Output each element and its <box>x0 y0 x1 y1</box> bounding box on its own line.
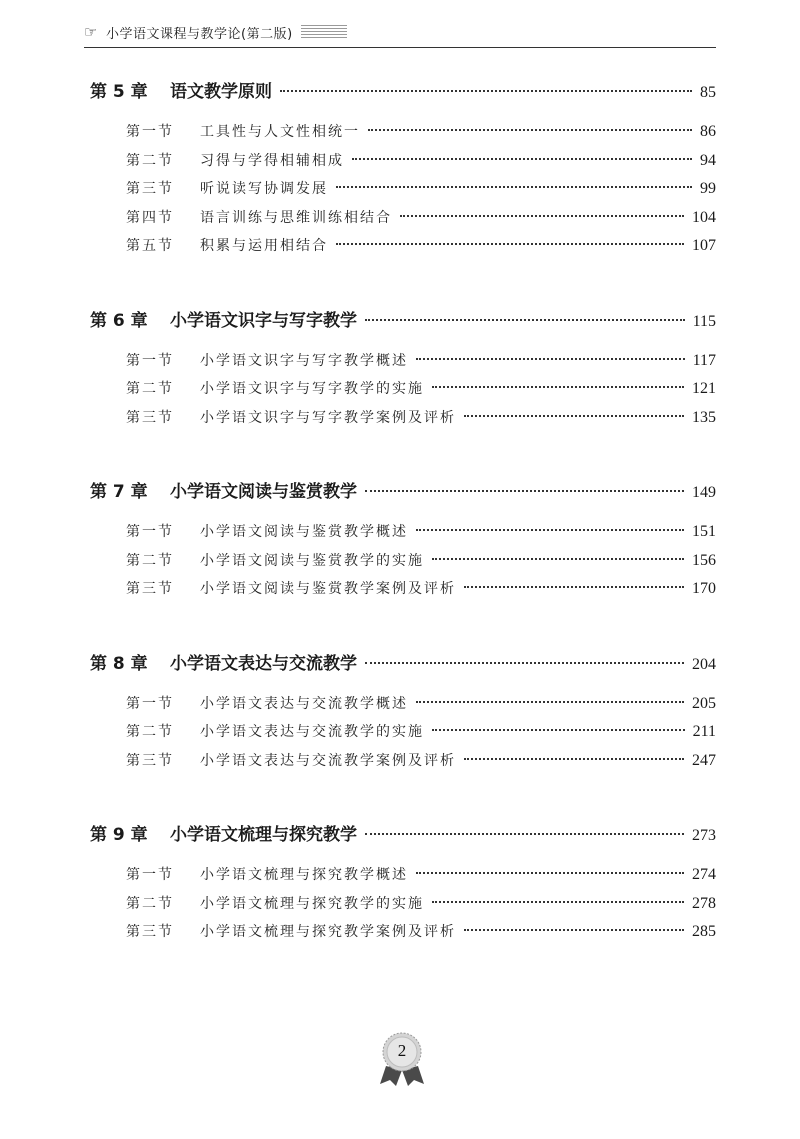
section-entry[interactable] <box>90 750 716 779</box>
section-page-number: 278 <box>692 894 716 912</box>
section-title: 听说读写协调发展 <box>200 181 328 197</box>
section-entry[interactable] <box>90 550 716 579</box>
section-number: 第三节 <box>126 181 174 197</box>
section-list <box>90 521 716 607</box>
chapter-entry[interactable] <box>90 477 716 511</box>
section-entry[interactable] <box>90 693 716 722</box>
section-page-number: 274 <box>692 866 716 883</box>
header-decoration-lines <box>301 25 347 39</box>
section-page-number: 86 <box>700 123 716 140</box>
section-title: 小学语文识字与写字教学概述 <box>200 352 408 369</box>
section-list <box>90 864 716 950</box>
section-number: 第三节 <box>126 752 174 769</box>
dot-leader <box>464 586 684 588</box>
section-number: 第四节 <box>126 209 174 226</box>
chapter-entry[interactable] <box>90 649 716 683</box>
table-of-contents <box>90 77 716 992</box>
section-entry[interactable] <box>90 207 716 236</box>
section-title: 小学语文表达与交流教学概述 <box>200 695 408 712</box>
section-number: 第一节 <box>126 352 174 369</box>
section-entry[interactable] <box>90 235 716 264</box>
chapter-number: 第 7 章 <box>90 482 148 502</box>
dot-leader <box>432 901 684 903</box>
dot-leader <box>432 386 684 388</box>
dot-leader <box>416 358 685 360</box>
section-entry[interactable] <box>90 178 716 207</box>
chapter-block <box>90 77 716 264</box>
page-number-badge <box>380 1032 424 1088</box>
section-number: 第一节 <box>126 695 174 712</box>
chapter-title: 语文教学原则 <box>170 82 272 102</box>
section-title: 小学语文阅读与鉴赏教学的实施 <box>200 552 424 569</box>
section-title: 小学语文梳理与探究教学的实施 <box>200 895 424 912</box>
section-number: 第三节 <box>126 581 174 597</box>
dot-leader <box>352 158 692 160</box>
section-page-number: 104 <box>692 208 716 226</box>
dot-leader <box>464 929 684 931</box>
section-page-number: 107 <box>692 237 716 254</box>
section-number: 第三节 <box>126 409 174 426</box>
section-number: 第五节 <box>126 238 174 254</box>
dot-leader <box>336 186 692 188</box>
section-title: 小学语文梳理与探究教学案例及评析 <box>200 924 456 940</box>
section-number: 第二节 <box>126 552 174 569</box>
dot-leader <box>365 662 684 664</box>
section-entry[interactable] <box>90 350 716 379</box>
section-title: 小学语文表达与交流教学的实施 <box>200 724 424 740</box>
chapter-number: 第 8 章 <box>90 653 148 674</box>
section-page-number: 99 <box>700 180 716 197</box>
dot-leader <box>365 833 684 835</box>
section-entry[interactable] <box>90 921 716 950</box>
dot-leader <box>432 558 684 560</box>
section-number: 第二节 <box>126 381 174 397</box>
section-number: 第一节 <box>126 124 174 140</box>
section-number: 第二节 <box>126 152 174 169</box>
section-title: 小学语文表达与交流教学案例及评析 <box>200 752 456 769</box>
section-entry[interactable] <box>90 378 716 407</box>
section-title: 习得与学得相辅相成 <box>200 152 344 169</box>
section-title: 小学语文梳理与探究教学概述 <box>200 867 408 883</box>
section-entry[interactable] <box>90 578 716 607</box>
section-title: 小学语文识字与写字教学案例及评析 <box>200 409 456 426</box>
section-page-number: 285 <box>692 923 716 940</box>
running-header <box>84 20 384 44</box>
section-page-number: 247 <box>692 751 716 769</box>
section-page-number: 151 <box>692 523 716 540</box>
section-entry[interactable] <box>90 150 716 179</box>
chapter-page-number: 204 <box>692 655 716 673</box>
chapter-page-number: 273 <box>692 827 716 844</box>
section-page-number: 121 <box>692 380 716 397</box>
section-page-number: 170 <box>692 580 716 597</box>
section-page-number: 211 <box>692 723 716 740</box>
chapter-number: 第 9 章 <box>90 825 148 845</box>
section-number: 第三节 <box>126 924 174 940</box>
section-list <box>90 121 716 264</box>
dot-leader <box>416 701 684 703</box>
chapter-number: 第 5 章 <box>90 82 148 102</box>
section-entry[interactable] <box>90 721 716 750</box>
dot-leader <box>336 243 684 245</box>
chapter-entry[interactable] <box>90 306 716 340</box>
chapter-title: 小学语文阅读与鉴赏教学 <box>170 482 357 502</box>
chapter-title: 小学语文梳理与探究教学 <box>170 825 357 845</box>
section-entry[interactable] <box>90 893 716 922</box>
dot-leader <box>365 490 684 492</box>
dot-leader <box>416 872 684 874</box>
section-list <box>90 350 716 436</box>
section-title: 小学语文阅读与鉴赏教学案例及评析 <box>200 581 456 597</box>
chapter-block <box>90 306 716 436</box>
section-page-number: 205 <box>692 694 716 712</box>
section-page-number: 94 <box>700 151 716 169</box>
section-entry[interactable] <box>90 864 716 893</box>
dot-leader <box>280 90 692 92</box>
section-number: 第二节 <box>126 895 174 912</box>
chapter-title: 小学语文表达与交流教学 <box>170 653 357 674</box>
section-number: 第一节 <box>126 867 174 883</box>
chapter-block <box>90 477 716 607</box>
dot-leader <box>365 319 685 321</box>
chapter-entry[interactable] <box>90 820 716 854</box>
section-page-number: 156 <box>692 551 716 569</box>
chapter-block <box>90 820 716 950</box>
chapter-page-number: 115 <box>692 312 716 330</box>
section-entry[interactable] <box>90 121 716 150</box>
chapter-entry[interactable] <box>90 77 716 111</box>
section-number: 第二节 <box>126 724 174 740</box>
section-page-number: 117 <box>692 351 716 369</box>
chapter-block <box>90 649 716 779</box>
section-entry[interactable] <box>90 407 716 436</box>
chapter-page-number: 149 <box>692 484 716 501</box>
pointing-hand-icon: ☞ <box>84 23 98 41</box>
dot-leader <box>464 415 684 417</box>
section-page-number: 135 <box>692 408 716 426</box>
chapter-title: 小学语文识字与写字教学 <box>170 310 357 331</box>
dot-leader <box>464 758 684 760</box>
header-rule <box>84 47 716 48</box>
section-entry[interactable] <box>90 521 716 550</box>
section-title: 语言训练与思维训练相结合 <box>200 209 392 226</box>
dot-leader <box>368 129 692 131</box>
chapter-page-number: 85 <box>700 84 716 101</box>
section-title: 小学语文阅读与鉴赏教学概述 <box>200 524 408 540</box>
book-title: 小学语文课程与教学论(第二版) <box>106 26 293 42</box>
dot-leader <box>432 729 685 731</box>
chapter-number: 第 6 章 <box>90 310 148 331</box>
section-list <box>90 693 716 779</box>
section-title: 小学语文识字与写字教学的实施 <box>200 381 424 397</box>
dot-leader <box>416 529 684 531</box>
page-number: 2 <box>397 1041 407 1060</box>
dot-leader <box>400 215 684 217</box>
section-title: 积累与运用相结合 <box>200 238 328 254</box>
section-number: 第一节 <box>126 524 174 540</box>
section-title: 工具性与人文性相统一 <box>200 124 360 140</box>
